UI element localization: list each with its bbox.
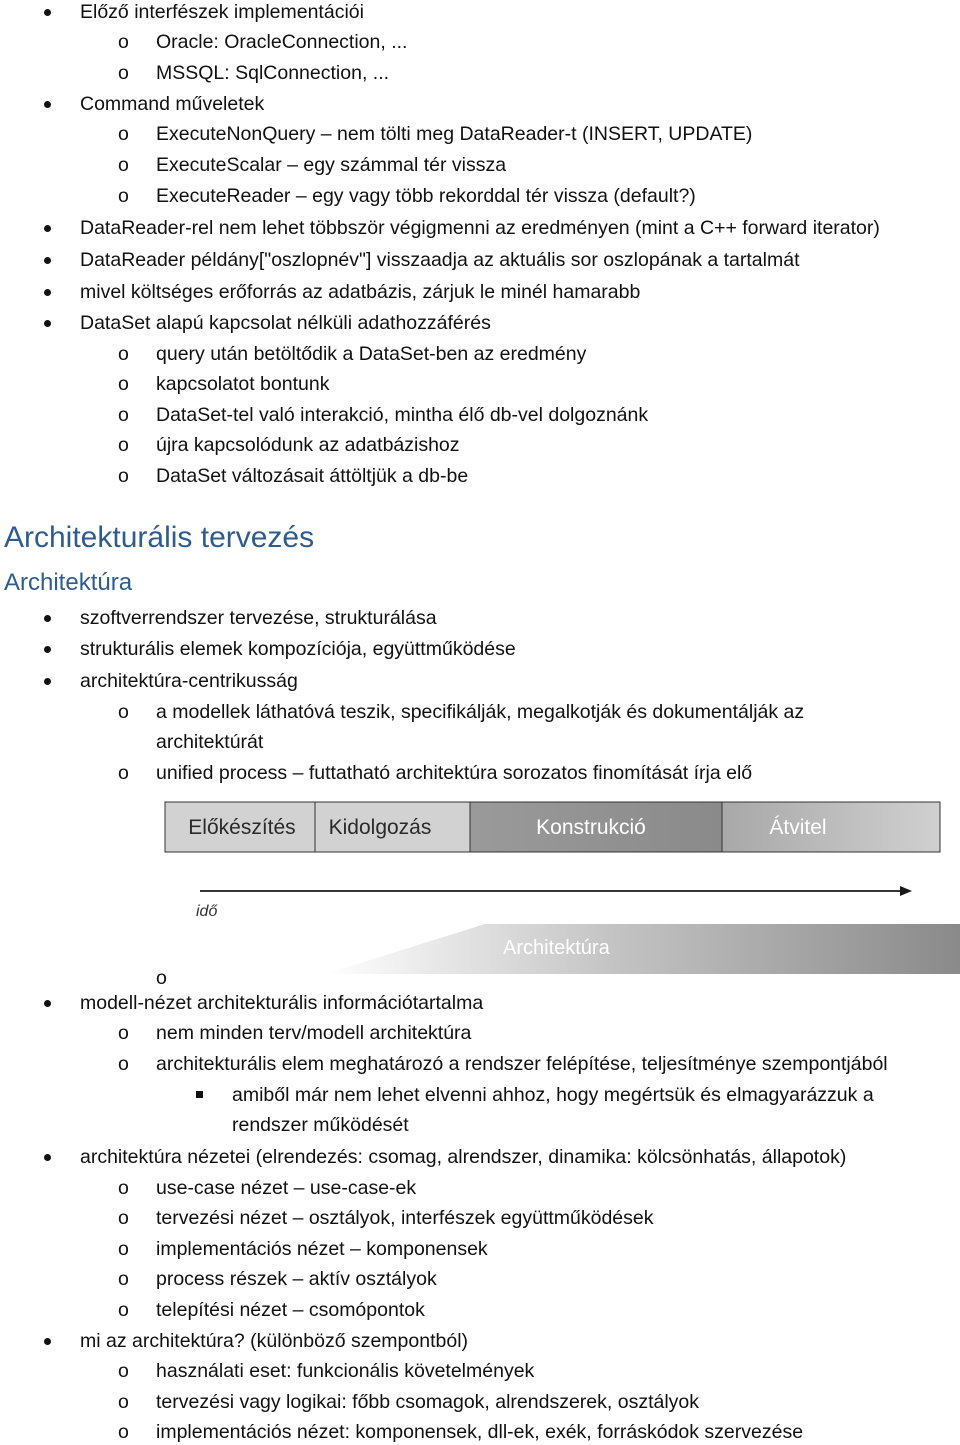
- subsection-heading: Architektúra: [4, 569, 133, 596]
- sub-list-item: o MSSQL: SqlConnection, ...: [118, 62, 390, 84]
- list-item: szoftverrendszer tervezése, strukturálása: [80, 606, 437, 630]
- sub-list-item: o implementációs nézet: komponensek, dll-ek, exék, forráskódok szervezése: [118, 1421, 804, 1443]
- list-item: modell-nézet architekturális információtartalma: [80, 991, 483, 1015]
- phase-label: Kidolgozás: [328, 816, 432, 839]
- bullet-icon: [44, 1000, 51, 1007]
- list-item: Command műveletek: [80, 92, 264, 116]
- sub-list-item: o implementációs nézet – komponensek: [118, 1238, 488, 1260]
- bullet-icon: [44, 257, 51, 264]
- phase-label: Konstrukció: [536, 816, 646, 839]
- sub-list-item: o tervezési nézet – osztályok, interfészek együttműködések: [118, 1207, 654, 1229]
- architecture-wedge: [325, 924, 960, 974]
- bullet-icon: [44, 101, 51, 108]
- sub-list-item: o újra kapcsolódunk az adatbázishoz: [118, 434, 460, 456]
- sub-sub-list-item: amiből már nem lehet elvenni ahhoz, hogy megértsük és elmagyarázzuk a: [232, 1083, 874, 1107]
- sub-list-item: o használati eset: funkcionális követelmények: [118, 1360, 535, 1382]
- bullet-icon: [44, 1154, 51, 1161]
- time-label: idő: [196, 903, 218, 920]
- square-bullet-icon: [196, 1091, 203, 1098]
- list-item: Előző interfészek implementációi: [80, 0, 364, 24]
- phase-label: Előkészítés: [188, 816, 296, 839]
- bullet-icon: [44, 9, 51, 16]
- list-item: architektúra-centrikusság: [80, 669, 298, 693]
- sub-list-item: o DataSet-tel való interakció, mintha élő db-vel dolgoznánk: [118, 404, 649, 426]
- bullet-icon: [44, 678, 51, 685]
- sub-list-item: o tervezési vagy logikai: főbb csomagok, alrendszerek, osztályok: [118, 1391, 700, 1413]
- empty-list-marker: o: [156, 967, 167, 989]
- list-item: DataReader-rel nem lehet többször végigmenni az eredményen (mint a C++ forward iterator): [80, 216, 880, 240]
- bullet-icon: [44, 289, 51, 296]
- sub-list-item: o Oracle: OracleConnection, ...: [118, 31, 408, 53]
- sub-sub-list-item-continuation: rendszer működését: [232, 1114, 409, 1136]
- list-item: strukturális elemek kompozíciója, együttműködése: [80, 637, 516, 661]
- sub-list-item: o ExecuteReader – egy vagy több rekorddal tér vissza (default?): [118, 185, 696, 207]
- list-item: mivel költséges erőforrás az adatbázis, zárjuk le minél hamarabb: [80, 280, 640, 304]
- arrow-head-icon: [900, 886, 912, 896]
- bullet-icon: [44, 1338, 51, 1345]
- section-heading: Architekturális tervezés: [4, 521, 315, 554]
- sub-list-item: o ExecuteScalar – egy számmal tér vissza: [118, 154, 507, 176]
- sub-list-item: o a modellek láthatóvá teszik, specifikálják, megalkotják és dokumentálják az: [118, 701, 805, 723]
- sub-list-item: o process részek – aktív osztályok: [118, 1268, 437, 1290]
- sub-list-item: o architekturális elem meghatározó a rendszer felépítése, teljesítménye szempontjából: [118, 1053, 888, 1075]
- wedge-label: Architektúra: [503, 937, 610, 959]
- phase-label: Átvitel: [769, 816, 827, 839]
- sub-list-item: o DataSet változásait áttöltjük a db-be: [118, 465, 469, 487]
- sub-list-item: o nem minden terv/modell architektúra: [118, 1022, 472, 1044]
- list-item: DataSet alapú kapcsolat nélküli adathozzáférés: [80, 311, 491, 335]
- list-item: mi az architektúra? (különböző szempontból): [80, 1329, 468, 1353]
- phase-box-atvitel: [722, 802, 940, 852]
- list-item: DataReader példány["oszlopnév"] visszaadja az aktuális sor oszlopának a tartalmát: [80, 248, 799, 272]
- list-item: architektúra nézetei (elrendezés: csomag, alrendszer, dinamika: kölcsönhatás, állapotok): [80, 1145, 846, 1169]
- sub-list-item: o telepítési nézet – csomópontok: [118, 1299, 425, 1321]
- sub-list-item: o unified process – futtatható architektúra sorozatos finomítását írja elő: [118, 762, 753, 784]
- bullet-icon: [44, 615, 51, 622]
- bullet-icon: [44, 646, 51, 653]
- sub-list-item-continuation: architektúrát: [156, 731, 264, 753]
- bullet-icon: [44, 320, 51, 327]
- sub-list-item: o use-case nézet – use-case-ek: [118, 1177, 417, 1199]
- sub-list-item: o ExecuteNonQuery – nem tölti meg DataReader-t (INSERT, UPDATE): [118, 123, 753, 145]
- sub-list-item: o kapcsolatot bontunk: [118, 373, 330, 395]
- bullet-icon: [44, 225, 51, 232]
- phase-diagram: [160, 796, 960, 976]
- sub-list-item: o query után betöltődik a DataSet-ben az eredmény: [118, 343, 587, 365]
